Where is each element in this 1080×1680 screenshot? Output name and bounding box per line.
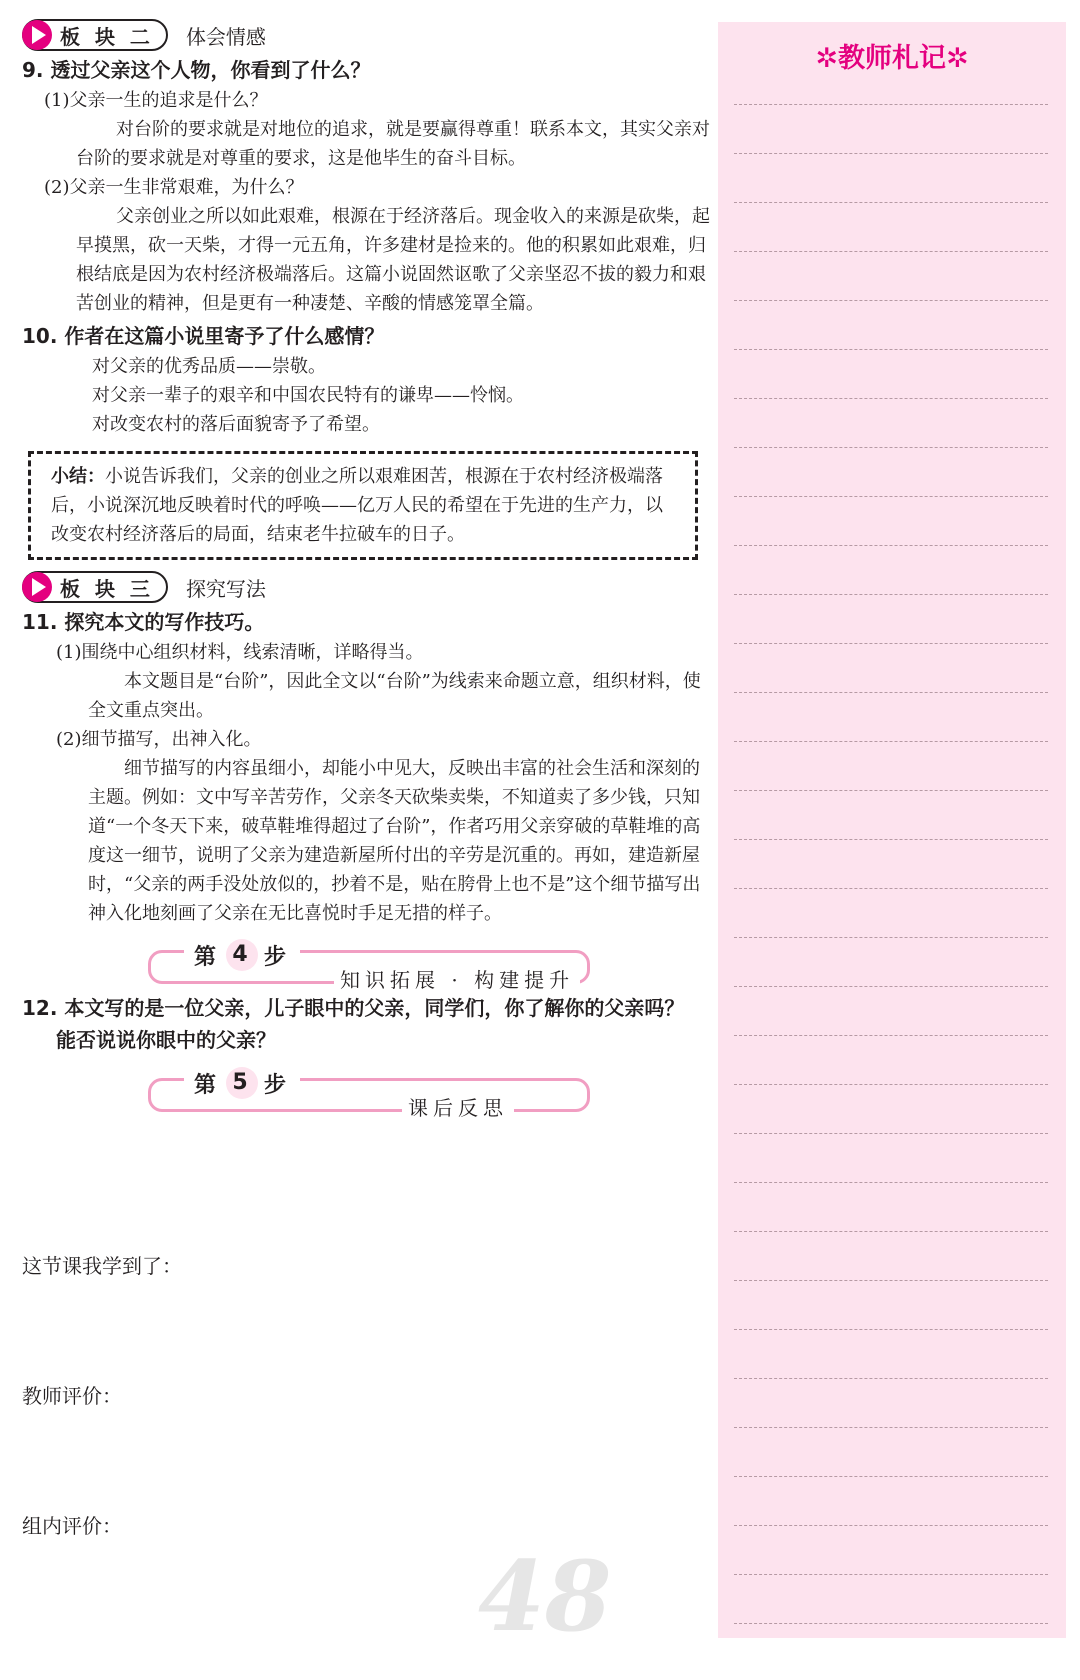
q11-sub-1: (1)围绕中心组织材料，线索清晰，详略得当。 (56, 642, 424, 663)
q11-answer-1: 本文题目是“台阶”，因此全文以“台阶”为线索来命题立意，组织材料，使全文重点突出。 (88, 671, 701, 721)
question-12: 12. 本文写的是一位父亲，儿子眼中的父亲，同学们，你了解你的父亲吗？能否说说你眼中的父亲？ (22, 996, 685, 1052)
note-line (734, 1476, 1048, 1477)
q9-answer-2: 父亲创业之所以如此艰难，根源在于经济落后。现金收入的来源是砍柴，起早摸黑，砍一天柴，才得一元五角，许多建材是捡来的。他的积累如此艰难，归根结底是因为农村经济极端落后。这篇小说固然讴歌了父亲坚忍不拔的毅力和艰苦创业的精神，但是更有一种凄楚、辛酸的情感笼罩全篇。 (76, 206, 710, 314)
summary-text: 小说告诉我们，父亲的创业之所以艰难困苦，根源在于农村经济极端落后，小说深沉地反映着时代的呼唤——亿万人民的希望在于先进的生产力，以改变农村经济落后的局面，结束老牛拉破车的日子。 (51, 466, 663, 545)
note-line (734, 251, 1048, 252)
step-subtitle: 课后反思 (402, 1092, 514, 1121)
question-9: 9. 透过父亲这个人物，你看到了什么？ (22, 58, 371, 82)
page-number: 48 (478, 1540, 612, 1653)
note-line (734, 1133, 1048, 1134)
question-10: 10. 作者在这篇小说里寄予了什么感情？ (22, 324, 385, 348)
note-line (734, 1182, 1048, 1183)
note-line (734, 1574, 1048, 1575)
section-label: 板 块 二 (60, 24, 154, 49)
teacher-evaluation: 教师评价： (22, 1384, 122, 1408)
section-label: 板 块 三 (60, 576, 154, 601)
step-badge (184, 1066, 300, 1100)
step-badge (184, 938, 300, 972)
play-arrow-icon (22, 572, 52, 602)
note-line (734, 398, 1048, 399)
step-prefix: 第 (194, 944, 221, 970)
section-label-box (22, 19, 168, 51)
note-line (734, 153, 1048, 154)
note-line (734, 545, 1048, 546)
note-line (734, 202, 1048, 203)
section-label-box (22, 571, 168, 603)
note-line (734, 937, 1048, 938)
q11-answer-2: 细节描写的内容虽细小，却能小中见大，反映出丰富的社会生活和深刻的主题。例如：文中写辛苦劳作，父亲冬天砍柴卖柴，不知道卖了多少钱，只知道“一个冬天下来，破草鞋堆得超过了台阶”，作者巧用父亲穿破的草鞋堆的高度这一细节，说明了父亲为建造新屋所付出的辛劳是沉重的。再如，建造新屋时，“父亲的两手没处放似的，抄着不是，贴在胯骨上也不是”这个细节描写出神入化地刻画了父亲在无比喜悦时手足无措的样子。 (88, 758, 701, 924)
section-title: 体会情感 (185, 24, 266, 49)
note-line (734, 790, 1048, 791)
note-line (734, 447, 1048, 448)
note-line (734, 594, 1048, 595)
main-content (22, 18, 712, 1120)
question-11: 11. 探究本文的写作技巧。 (22, 610, 265, 634)
note-line (734, 1329, 1048, 1330)
step-number: 5 (226, 1067, 258, 1099)
note-line (734, 1035, 1048, 1036)
note-line (734, 1084, 1048, 1085)
note-line (734, 986, 1048, 987)
step-suffix: 步 (264, 1072, 291, 1098)
q9-sub-1: (1)父亲一生的追求是什么？ (44, 90, 268, 111)
section-title: 探究写法 (185, 576, 266, 601)
note-line (734, 839, 1048, 840)
note-line (734, 1525, 1048, 1526)
note-line (734, 1378, 1048, 1379)
q11-sub-2: (2)细节描写，出神入化。 (56, 729, 262, 750)
summary-label: 小结： (51, 466, 105, 487)
group-evaluation: 组内评价： (22, 1514, 122, 1538)
step-subtitle: 知识拓展 · 构建提升 (334, 964, 580, 993)
teacher-notes-sidebar (718, 22, 1066, 1638)
note-line (734, 741, 1048, 742)
step-5-banner (22, 1066, 712, 1120)
note-line (734, 643, 1048, 644)
section-header-2 (22, 18, 712, 52)
q9-sub-2: (2)父亲一生非常艰难，为什么？ (44, 177, 304, 198)
note-line (734, 1280, 1048, 1281)
q10-answer-1: 对父亲的优秀品质——崇敬。 (92, 356, 326, 377)
note-line (734, 349, 1048, 350)
note-line (734, 1623, 1048, 1624)
q10-answer-3: 对改变农村的落后面貌寄予了希望。 (92, 414, 380, 435)
note-line (734, 1231, 1048, 1232)
note-line (734, 1427, 1048, 1428)
note-line (734, 888, 1048, 889)
q10-answer-2: 对父亲一辈子的艰辛和中国农民特有的谦卑——怜悯。 (92, 385, 524, 406)
step-suffix: 步 (264, 944, 291, 970)
note-line (734, 300, 1048, 301)
summary-box (28, 451, 698, 560)
reflection-learned: 这节课我学到了： (22, 1254, 182, 1278)
sidebar-title: ✲教师札记✲ (815, 43, 969, 74)
note-line (734, 104, 1048, 105)
note-line (734, 692, 1048, 693)
step-number: 4 (226, 939, 258, 971)
note-line (734, 496, 1048, 497)
play-arrow-icon (22, 20, 52, 50)
q9-answer-1: 对台阶的要求就是对地位的追求，就是要赢得尊重！联系本文，其实父亲对台阶的要求就是对尊重的要求，这是他毕生的奋斗目标。 (76, 119, 710, 169)
step-4-banner (22, 938, 712, 992)
section-header-3 (22, 570, 712, 604)
step-prefix: 第 (194, 1072, 221, 1098)
